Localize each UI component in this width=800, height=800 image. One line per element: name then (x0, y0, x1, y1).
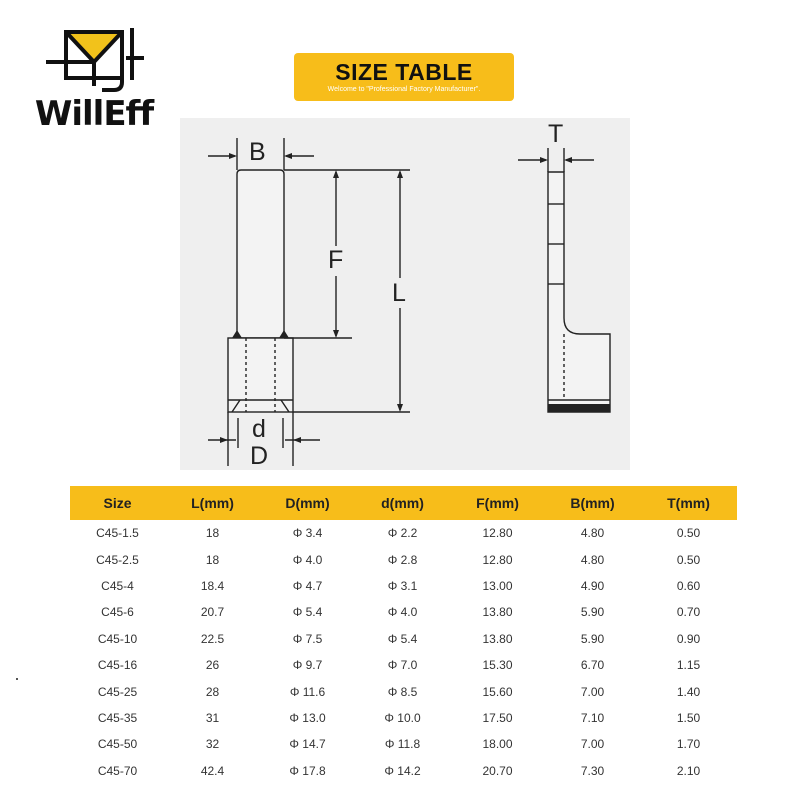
table-cell: 13.80 (482, 605, 513, 620)
table-cell: Φ 14.2 (384, 763, 421, 778)
table-cell: Φ 7.5 (292, 631, 323, 646)
table-row (70, 758, 737, 784)
table-cell: Φ 17.8 (289, 763, 326, 778)
table-cell: 32 (205, 737, 220, 752)
table-cell: 7.00 (580, 737, 605, 752)
dimension-label-b: B (249, 138, 266, 166)
dimension-label-l: L (392, 279, 406, 307)
table-cell: 18.4 (200, 578, 225, 593)
table-cell: 15.30 (482, 658, 513, 673)
table-cell: C45-10 (97, 631, 138, 646)
brand-logo (28, 22, 160, 134)
dimension-label-d-outer: D (250, 442, 269, 470)
table-cell: Φ 5.4 (387, 631, 418, 646)
table-cell: C45-50 (97, 737, 138, 752)
dimension-label-d-inner: d (252, 415, 266, 443)
table-cell: 15.60 (482, 684, 513, 699)
column-header-pin-length: F(mm) (450, 486, 545, 520)
column-header-pin-width: B(mm) (545, 486, 640, 520)
table-cell: 4.80 (580, 526, 605, 541)
table-row (70, 626, 737, 652)
table-cell: Φ 9.7 (292, 658, 323, 673)
dimension-diagram (180, 118, 630, 470)
table-cell: 13.80 (482, 631, 513, 646)
table-row (70, 705, 737, 731)
table-cell: 20.70 (482, 763, 513, 778)
table-cell: 2.10 (676, 763, 701, 778)
table-cell: Φ 4.0 (387, 605, 418, 620)
table-cell: 6.70 (580, 658, 605, 673)
table-cell: Φ 13.0 (289, 710, 326, 725)
table-row (70, 652, 737, 678)
table-cell: 28 (205, 684, 220, 699)
table-cell: C45-35 (97, 710, 138, 725)
table-cell: Φ 10.0 (384, 710, 421, 725)
table-cell: Φ 11.8 (384, 737, 421, 752)
table-cell: 1.40 (676, 684, 701, 699)
page-subtitle: Welcome to "Professional Factory Manufacturer". (327, 86, 481, 93)
table-cell: 1.15 (676, 658, 701, 673)
column-header-outer-diameter: D(mm) (260, 486, 355, 520)
table-cell: C45-2.5 (96, 552, 139, 567)
table-cell: Φ 2.2 (387, 526, 418, 541)
table-cell: Φ 5.4 (292, 605, 323, 620)
table-cell: 0.60 (676, 578, 701, 593)
table-cell: 42.4 (200, 763, 225, 778)
stray-dot (16, 678, 18, 680)
table-body (70, 520, 737, 784)
logo-text: WillEff (34, 94, 154, 134)
table-row (70, 546, 737, 572)
table-cell: 5.90 (580, 631, 605, 646)
table-cell: C45-70 (97, 763, 138, 778)
size-table (70, 486, 737, 784)
table-cell: 4.80 (580, 552, 605, 567)
table-cell: 20.7 (200, 605, 225, 620)
table-cell: C45-6 (101, 605, 134, 620)
table-cell: Φ 3.4 (292, 526, 323, 541)
column-header-thickness: T(mm) (640, 486, 737, 520)
table-cell: Φ 8.5 (387, 684, 418, 699)
dimension-label-t: T (548, 120, 564, 148)
table-cell: 0.70 (676, 605, 701, 620)
table-cell: C45-1.5 (96, 526, 139, 541)
table-cell: 18 (205, 526, 220, 541)
table-cell: 1.50 (676, 710, 701, 725)
table-cell: 7.30 (580, 763, 605, 778)
table-cell: C45-25 (97, 684, 138, 699)
table-row (70, 731, 737, 757)
column-header-length: L(mm) (165, 486, 260, 520)
table-cell: 18.00 (482, 737, 513, 752)
table-cell: C45-4 (101, 578, 134, 593)
title-banner (294, 53, 514, 101)
table-cell: C45-16 (97, 658, 138, 673)
table-cell: 22.5 (200, 631, 225, 646)
column-header-inner-diameter: d(mm) (355, 486, 450, 520)
logo-mark-icon (28, 22, 160, 94)
table-cell: 18 (205, 552, 220, 567)
table-header-row (70, 486, 737, 520)
table-row (70, 678, 737, 704)
table-cell: 0.90 (676, 631, 701, 646)
table-cell: 5.90 (580, 605, 605, 620)
table-cell: 12.80 (482, 552, 513, 567)
table-row (70, 599, 737, 625)
table-cell: 12.80 (482, 526, 513, 541)
table-cell: 31 (205, 710, 220, 725)
table-cell: 0.50 (676, 526, 701, 541)
table-row (70, 520, 737, 546)
table-cell: 7.00 (580, 684, 605, 699)
table-row (70, 573, 737, 599)
table-cell: 4.90 (580, 578, 605, 593)
table-cell: Φ 7.0 (387, 658, 418, 673)
table-cell: 0.50 (676, 552, 701, 567)
table-cell: Φ 4.7 (292, 578, 323, 593)
table-cell: 13.00 (482, 578, 513, 593)
page-title: SIZE TABLE (335, 59, 473, 85)
table-cell: Φ 11.6 (289, 684, 326, 699)
table-cell: Φ 2.8 (387, 552, 418, 567)
table-cell: Φ 4.0 (292, 552, 323, 567)
table-cell: Φ 3.1 (387, 578, 418, 593)
table-cell: 1.70 (676, 737, 701, 752)
column-header-size: Size (70, 486, 165, 520)
table-cell: Φ 14.7 (289, 737, 326, 752)
dimension-label-f: F (328, 246, 344, 274)
table-cell: 17.50 (482, 710, 513, 725)
table-cell: 7.10 (580, 710, 605, 725)
table-cell: 26 (205, 658, 220, 673)
